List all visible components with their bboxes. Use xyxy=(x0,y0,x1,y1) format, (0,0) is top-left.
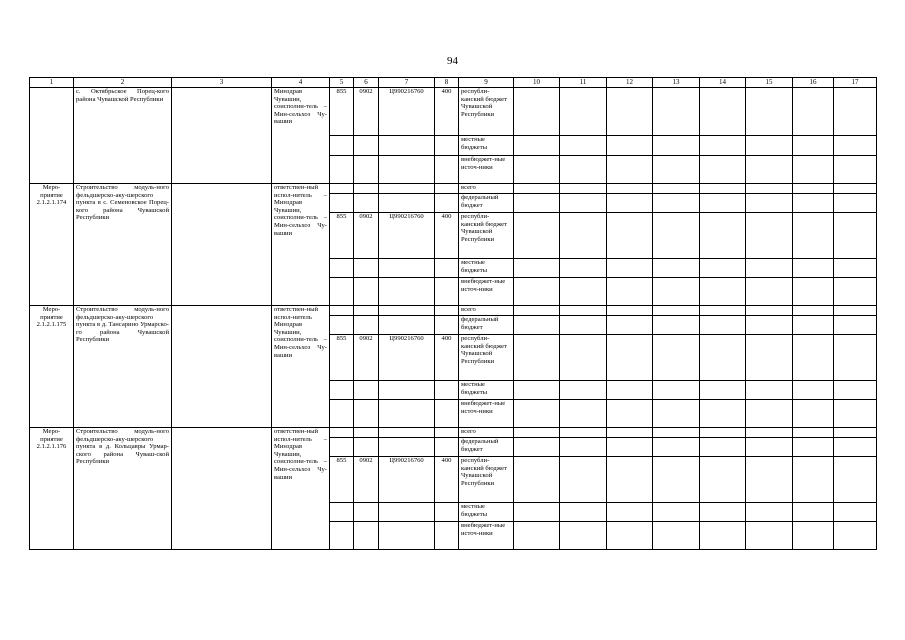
value-cell xyxy=(793,522,834,550)
code-cell xyxy=(330,400,354,428)
column-header: 17 xyxy=(834,78,877,88)
value-cell xyxy=(746,184,793,194)
code-cell xyxy=(354,306,379,316)
code-cell xyxy=(330,381,354,400)
value-cell xyxy=(700,400,746,428)
value-cell xyxy=(514,457,560,503)
value-cell xyxy=(607,259,653,278)
value-cell xyxy=(607,184,653,194)
code-vr-cell: 400 xyxy=(435,88,459,136)
code-cell xyxy=(330,438,354,457)
budget-table xyxy=(29,77,877,550)
value-cell xyxy=(514,306,560,316)
value-cell xyxy=(834,259,877,278)
page-number: 94 xyxy=(447,55,458,67)
value-cell xyxy=(560,503,607,522)
column-header: 9 xyxy=(459,78,514,88)
code-cell xyxy=(354,438,379,457)
code-vr-cell: 400 xyxy=(435,457,459,503)
value-cell xyxy=(514,194,560,213)
code-cell xyxy=(435,136,459,156)
value-cell xyxy=(607,306,653,316)
value-cell xyxy=(834,400,877,428)
code-cell xyxy=(379,381,435,400)
code-cell xyxy=(379,522,435,550)
header-row xyxy=(30,78,877,88)
value-cell xyxy=(560,306,607,316)
value-cell xyxy=(834,438,877,457)
measure-cell: Меро-приятие 2.1.2.1.175 xyxy=(30,306,74,428)
code-cell xyxy=(379,156,435,184)
code-cell xyxy=(435,381,459,400)
value-cell xyxy=(700,136,746,156)
code-cell xyxy=(435,306,459,316)
value-cell xyxy=(514,156,560,184)
value-cell xyxy=(653,438,700,457)
code-cell xyxy=(435,194,459,213)
source-cell: внебюджет-ные источ-ники xyxy=(459,278,514,306)
value-cell xyxy=(834,381,877,400)
source-cell: республи-канский бюджет Чувашской Республики xyxy=(459,457,514,503)
code-cell xyxy=(330,259,354,278)
code-cell xyxy=(354,503,379,522)
value-cell xyxy=(700,428,746,438)
value-cell xyxy=(793,213,834,259)
value-cell xyxy=(514,278,560,306)
value-cell xyxy=(746,156,793,184)
value-cell xyxy=(653,400,700,428)
value-cell xyxy=(607,428,653,438)
column-header: 7 xyxy=(379,78,435,88)
value-cell xyxy=(793,438,834,457)
code-csr-cell: Ц990216760 xyxy=(379,335,435,381)
value-cell xyxy=(746,400,793,428)
value-cell xyxy=(560,278,607,306)
code-cell xyxy=(354,278,379,306)
value-cell xyxy=(607,457,653,503)
table-row xyxy=(30,88,877,136)
value-cell xyxy=(700,503,746,522)
value-cell xyxy=(700,522,746,550)
value-cell xyxy=(700,194,746,213)
code-cell xyxy=(435,316,459,335)
value-cell xyxy=(746,213,793,259)
value-cell xyxy=(700,278,746,306)
source-cell: внебюджет-ные источ-ники xyxy=(459,400,514,428)
code-cell xyxy=(330,156,354,184)
value-cell xyxy=(653,522,700,550)
code-cell xyxy=(435,428,459,438)
value-cell xyxy=(607,400,653,428)
value-cell xyxy=(514,400,560,428)
code-cell xyxy=(330,184,354,194)
code-grbs-cell: 855 xyxy=(330,335,354,381)
code-grbs-cell: 855 xyxy=(330,213,354,259)
executor-cell: ответствен-ный испол-нитель Минздрав Чувашии, соисполни-тель – Мин-сельхоз Чу-вашии xyxy=(272,306,330,428)
value-cell xyxy=(607,194,653,213)
value-cell xyxy=(560,438,607,457)
source-cell: федеральный бюджет xyxy=(459,316,514,335)
source-cell: всего xyxy=(459,184,514,194)
value-cell xyxy=(700,335,746,381)
value-cell xyxy=(653,278,700,306)
value-cell xyxy=(560,400,607,428)
value-cell xyxy=(700,259,746,278)
source-cell: республи-канский бюджет Чувашской Республики xyxy=(459,213,514,259)
value-cell xyxy=(746,457,793,503)
value-cell xyxy=(834,522,877,550)
code-cell xyxy=(379,306,435,316)
source-cell: местные бюджеты xyxy=(459,503,514,522)
code-cell xyxy=(354,184,379,194)
value-cell xyxy=(700,438,746,457)
code-cell xyxy=(330,136,354,156)
column-header: 12 xyxy=(607,78,653,88)
value-cell xyxy=(514,381,560,400)
column-header: 10 xyxy=(514,78,560,88)
value-cell xyxy=(653,184,700,194)
code-cell xyxy=(354,259,379,278)
executor-cell: Минздрав Чувашии, соисполни-тель – Мин-сельхоз Чу-вашии xyxy=(272,88,330,184)
value-cell xyxy=(514,438,560,457)
value-cell xyxy=(793,306,834,316)
value-cell xyxy=(700,306,746,316)
code-csr-cell: Ц990216760 xyxy=(379,457,435,503)
source-cell: внебюджет-ные источ-ники xyxy=(459,522,514,550)
source-cell: всего xyxy=(459,306,514,316)
value-cell xyxy=(607,88,653,136)
value-cell xyxy=(653,316,700,335)
value-cell xyxy=(514,184,560,194)
table-row xyxy=(30,428,877,438)
value-cell xyxy=(793,259,834,278)
code-csr-cell: Ц990216760 xyxy=(379,88,435,136)
value-cell xyxy=(834,184,877,194)
value-cell xyxy=(607,335,653,381)
measure-cell: Меро-приятие 2.1.2.1.176 xyxy=(30,428,74,550)
measure-name-cell: с. Октябрьское Порец-кого района Чувашской Республики xyxy=(74,88,172,184)
table-row xyxy=(30,306,877,316)
column-header: 5 xyxy=(330,78,354,88)
value-cell xyxy=(700,184,746,194)
empty-cell xyxy=(172,88,272,184)
code-cell xyxy=(379,400,435,428)
value-cell xyxy=(653,457,700,503)
column-header: 6 xyxy=(354,78,379,88)
code-cell xyxy=(354,194,379,213)
value-cell xyxy=(834,156,877,184)
column-header: 2 xyxy=(74,78,172,88)
value-cell xyxy=(700,381,746,400)
value-cell xyxy=(560,335,607,381)
value-cell xyxy=(560,522,607,550)
code-cell xyxy=(435,400,459,428)
code-cell xyxy=(379,316,435,335)
source-cell: федеральный бюджет xyxy=(459,194,514,213)
value-cell xyxy=(700,457,746,503)
column-header: 4 xyxy=(272,78,330,88)
value-cell xyxy=(514,335,560,381)
value-cell xyxy=(560,88,607,136)
value-cell xyxy=(607,136,653,156)
value-cell xyxy=(746,522,793,550)
value-cell xyxy=(746,306,793,316)
value-cell xyxy=(560,136,607,156)
code-cell xyxy=(435,259,459,278)
value-cell xyxy=(746,278,793,306)
value-cell xyxy=(653,88,700,136)
empty-cell xyxy=(172,306,272,428)
value-cell xyxy=(607,438,653,457)
code-cell xyxy=(354,428,379,438)
value-cell xyxy=(560,316,607,335)
source-cell: всего xyxy=(459,428,514,438)
value-cell xyxy=(746,136,793,156)
value-cell xyxy=(607,522,653,550)
code-cell xyxy=(435,522,459,550)
value-cell xyxy=(793,88,834,136)
empty-cell xyxy=(172,184,272,306)
measure-name-cell: Строительство модуль-ного фельдшерско-аку-шерского пункта в с. Семеновское Порец-кого района Чувашской Республики xyxy=(74,184,172,306)
value-cell xyxy=(514,503,560,522)
code-cell xyxy=(435,184,459,194)
column-header: 15 xyxy=(746,78,793,88)
value-cell xyxy=(793,316,834,335)
value-cell xyxy=(793,184,834,194)
value-cell xyxy=(653,213,700,259)
code-cell xyxy=(379,184,435,194)
value-cell xyxy=(834,335,877,381)
code-cell xyxy=(330,316,354,335)
column-header: 13 xyxy=(653,78,700,88)
column-header: 3 xyxy=(172,78,272,88)
source-cell: внебюджет-ные источ-ники xyxy=(459,156,514,184)
code-cell xyxy=(354,316,379,335)
column-header: 16 xyxy=(793,78,834,88)
code-cell xyxy=(379,259,435,278)
value-cell xyxy=(653,306,700,316)
value-cell xyxy=(653,335,700,381)
value-cell xyxy=(834,194,877,213)
value-cell xyxy=(653,381,700,400)
value-cell xyxy=(653,136,700,156)
code-cell xyxy=(379,503,435,522)
value-cell xyxy=(607,213,653,259)
value-cell xyxy=(746,259,793,278)
value-cell xyxy=(560,381,607,400)
value-cell xyxy=(793,400,834,428)
code-cell xyxy=(330,194,354,213)
value-cell xyxy=(793,503,834,522)
value-cell xyxy=(700,156,746,184)
value-cell xyxy=(653,428,700,438)
value-cell xyxy=(793,381,834,400)
code-cell xyxy=(354,522,379,550)
table-row xyxy=(30,184,877,194)
code-cell xyxy=(330,522,354,550)
value-cell xyxy=(746,194,793,213)
code-csr-cell: Ц990216760 xyxy=(379,213,435,259)
value-cell xyxy=(834,88,877,136)
measure-name-cell: Строительство модуль-ного фельдшерско-аку-шерского пункта в д. Тансарино Урмарско-го района Чувашской Республики xyxy=(74,306,172,428)
code-cell xyxy=(330,278,354,306)
code-cell xyxy=(379,136,435,156)
code-cell xyxy=(379,278,435,306)
value-cell xyxy=(834,136,877,156)
value-cell xyxy=(514,428,560,438)
value-cell xyxy=(700,213,746,259)
code-grbs-cell: 855 xyxy=(330,457,354,503)
value-cell xyxy=(560,156,607,184)
empty-cell xyxy=(172,428,272,550)
value-cell xyxy=(653,503,700,522)
value-cell xyxy=(607,156,653,184)
value-cell xyxy=(834,316,877,335)
value-cell xyxy=(834,457,877,503)
code-rz-cell: 0902 xyxy=(354,457,379,503)
value-cell xyxy=(793,278,834,306)
source-cell: федеральный бюджет xyxy=(459,438,514,457)
column-header: 8 xyxy=(435,78,459,88)
measure-cell: Меро-приятие 2.1.2.1.174 xyxy=(30,184,74,306)
code-cell xyxy=(435,438,459,457)
code-cell xyxy=(435,503,459,522)
value-cell xyxy=(834,213,877,259)
value-cell xyxy=(746,335,793,381)
value-cell xyxy=(653,156,700,184)
code-cell xyxy=(379,194,435,213)
executor-cell: ответствен-ный испол-нитель – Минздрав Чувашии, соисполни-тель – Мин-сельхоз Чу-вашии xyxy=(272,184,330,306)
value-cell xyxy=(793,136,834,156)
code-vr-cell: 400 xyxy=(435,335,459,381)
code-cell xyxy=(354,400,379,428)
code-grbs-cell: 855 xyxy=(330,88,354,136)
code-cell xyxy=(330,428,354,438)
source-cell: местные бюджеты xyxy=(459,259,514,278)
code-cell xyxy=(354,381,379,400)
value-cell xyxy=(653,259,700,278)
value-cell xyxy=(653,194,700,213)
value-cell xyxy=(746,503,793,522)
value-cell xyxy=(560,184,607,194)
value-cell xyxy=(834,306,877,316)
value-cell xyxy=(746,438,793,457)
value-cell xyxy=(514,88,560,136)
code-cell xyxy=(354,136,379,156)
value-cell xyxy=(560,457,607,503)
value-cell xyxy=(560,428,607,438)
source-cell: республи-канский бюджет Чувашской Республики xyxy=(459,88,514,136)
value-cell xyxy=(607,278,653,306)
column-header: 1 xyxy=(30,78,74,88)
code-rz-cell: 0902 xyxy=(354,213,379,259)
source-cell: республи-канский бюджет Чувашской Республики xyxy=(459,335,514,381)
value-cell xyxy=(834,428,877,438)
code-rz-cell: 0902 xyxy=(354,335,379,381)
code-vr-cell: 400 xyxy=(435,213,459,259)
source-cell: местные бюджеты xyxy=(459,136,514,156)
value-cell xyxy=(834,503,877,522)
value-cell xyxy=(793,335,834,381)
code-cell xyxy=(435,278,459,306)
code-cell xyxy=(354,156,379,184)
value-cell xyxy=(514,522,560,550)
measure-cell xyxy=(30,88,74,184)
value-cell xyxy=(746,428,793,438)
code-rz-cell: 0902 xyxy=(354,88,379,136)
source-cell: местные бюджеты xyxy=(459,381,514,400)
value-cell xyxy=(514,316,560,335)
column-header: 11 xyxy=(560,78,607,88)
code-cell xyxy=(379,438,435,457)
value-cell xyxy=(746,316,793,335)
value-cell xyxy=(746,381,793,400)
value-cell xyxy=(607,381,653,400)
code-cell xyxy=(330,503,354,522)
value-cell xyxy=(514,136,560,156)
executor-cell: ответствен-ный испол-нитель – Минздрав Чувашии, соисполни-тель – Мин-сельхоз Чу-вашии xyxy=(272,428,330,550)
value-cell xyxy=(746,88,793,136)
value-cell xyxy=(700,316,746,335)
value-cell xyxy=(560,213,607,259)
value-cell xyxy=(793,428,834,438)
value-cell xyxy=(793,156,834,184)
value-cell xyxy=(514,213,560,259)
column-header: 14 xyxy=(700,78,746,88)
value-cell xyxy=(834,278,877,306)
measure-name-cell: Строительство модуль-ного фельдшерско-аку-шерского пункта в д. Кольцавры Урмар-ского района Чуваш-ской Республики xyxy=(74,428,172,550)
value-cell xyxy=(607,316,653,335)
value-cell xyxy=(607,503,653,522)
value-cell xyxy=(514,259,560,278)
code-cell xyxy=(330,306,354,316)
code-cell xyxy=(379,428,435,438)
value-cell xyxy=(560,259,607,278)
value-cell xyxy=(560,194,607,213)
value-cell xyxy=(793,457,834,503)
value-cell xyxy=(793,194,834,213)
code-cell xyxy=(435,156,459,184)
value-cell xyxy=(700,88,746,136)
